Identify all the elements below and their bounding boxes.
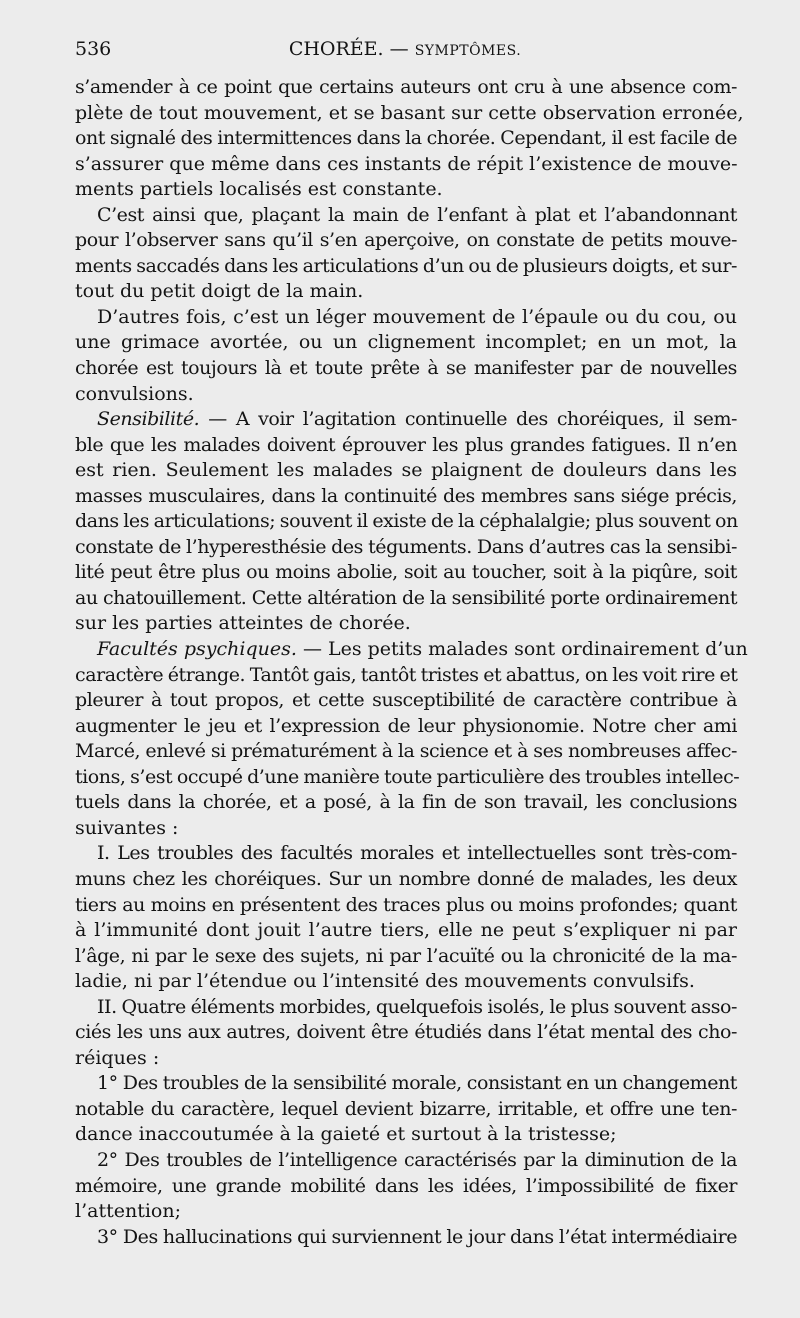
text-line: ont signalé des intermittences dans la chorée. Cependant, il est facile de bbox=[75, 127, 737, 150]
text-line: l’âge, ni par le sexe des sujets, ni par l’acuïté ou la chronicité de la ma- bbox=[75, 944, 737, 967]
text-line: suivantes : bbox=[75, 816, 179, 839]
text-line: 3° Des hallucinations qui surviennent le jour dans l’état intermédiaire bbox=[97, 1225, 737, 1248]
heading-sensibilite: Sensibilité. bbox=[97, 408, 200, 431]
text-line: à l’immunité dont jouit l’autre tiers, elle ne peut s’expliquer ni par bbox=[75, 919, 737, 942]
text-line: dance inaccoutumée à la gaieté et surtout à la tristesse; bbox=[75, 1123, 617, 1146]
running-header bbox=[75, 38, 735, 72]
page-number: 536 bbox=[75, 38, 112, 60]
text-line: chorée est toujours là et toute prête à se manifester par de nouvelles bbox=[75, 357, 737, 380]
paragraph-facultes bbox=[75, 637, 748, 663]
text-line: convulsions. bbox=[75, 382, 194, 405]
text-line: C’est ainsi que, plaçant la main de l’enfant à plat et l’abandonnant bbox=[97, 203, 737, 226]
title-dash: — bbox=[389, 38, 409, 60]
heading-facultes: Facultés psychiques. bbox=[97, 638, 297, 661]
text-line: Marcé, enlevé si prématurément à la science et à ses nombreuses affec- bbox=[75, 740, 737, 763]
text-line: au chatouillement. Cette altération de la sensibilité porte ordinairement bbox=[75, 586, 737, 609]
text-line: dans les articulations; souvent il existe de la céphalalgie; plus souvent on bbox=[75, 510, 738, 533]
text-line: D’autres fois, c’est un léger mouvement de l’épaule ou du cou, ou bbox=[97, 305, 737, 328]
text-line: 1° Des troubles de la sensibilité morale, consistant en un changement bbox=[97, 1072, 737, 1095]
text-line: II. Quatre éléments morbides, quelquefois isolés, le plus souvent asso- bbox=[97, 995, 737, 1018]
text-line: mémoire, une grande mobilité dans les idées, l’impossibilité de fixer bbox=[75, 1174, 737, 1197]
text-line: caractère étrange. Tantôt gais, tantôt tristes et abattus, on les voit rire et bbox=[75, 663, 738, 686]
text-line: ments saccadés dans les articulations d’un ou de plusieurs doigts, et sur- bbox=[75, 254, 737, 277]
text-line: masses musculaires, dans la continuité des membres sans siége précis, bbox=[75, 484, 737, 507]
text-line: plète de tout mouvement, et se basant sur cette observation erronée, bbox=[75, 101, 744, 124]
text-line: tuels dans la chorée, et a posé, à la fin de son travail, les conclusions bbox=[75, 791, 737, 814]
text-line: ladie, ni par l’étendue ou l’intensité des mouvements convulsifs. bbox=[75, 970, 695, 993]
text-line: lité peut être plus ou moins abolie, soit au toucher, soit à la piqûre, soit bbox=[75, 561, 737, 584]
text-line: est rien. Seulement les malades se plaignent de douleurs dans les bbox=[75, 459, 737, 482]
text-line: notable du caractère, lequel devient bizarre, irritable, et offre une ten- bbox=[75, 1097, 737, 1120]
text-line: muns chez les choréiques. Sur un nombre donné de malades, les deux bbox=[75, 867, 737, 890]
text-line: pleurer à tout propos, et cette susceptibilité de caractère contribue à bbox=[75, 689, 737, 712]
text-line: sur les parties atteintes de chorée. bbox=[75, 612, 411, 635]
text-line: ciés les uns aux autres, doivent être étudiés dans l’état mental des cho- bbox=[75, 1021, 737, 1044]
text-line: pour l’observer sans qu’il s’en aperçoive, on constate de petits mouve- bbox=[75, 229, 737, 252]
text-line: I. Les troubles des facultés morales et intellectuelles sont très-com- bbox=[97, 842, 737, 865]
text-line: réiques : bbox=[75, 1046, 160, 1069]
text-line: 2° Des troubles de l’intelligence caractérisés par la diminution de la bbox=[97, 1148, 737, 1171]
text-line: — Les petits malades sont ordinairement d’un bbox=[302, 638, 748, 661]
text-line: tions, s’est occupé d’une manière toute particulière des troubles intellec- bbox=[75, 765, 740, 788]
text-line: une grimace avortée, ou un clignement incomplet; en un mot, la bbox=[75, 331, 737, 354]
text-line: — A voir l’agitation continuelle des choréiques, il sem- bbox=[208, 408, 737, 431]
running-title bbox=[75, 38, 735, 60]
text-line: tiers au moins en présentent des traces plus ou moins profondes; quant bbox=[75, 893, 737, 916]
page-body bbox=[75, 75, 748, 1250]
chapter-title: CHORÉE. bbox=[288, 38, 384, 60]
text-line: s’assurer que même dans ces instants de répit l’existence de mouve- bbox=[75, 152, 738, 175]
text-line: ments partiels localisés est constante. bbox=[75, 178, 443, 201]
text-line: s’amender à ce point que certains auteurs ont cru à une absence com- bbox=[75, 76, 737, 98]
paragraph-sensibilite bbox=[75, 407, 737, 433]
text-line: augmenter le jeu et l’expression de leur physionomie. Notre cher ami bbox=[75, 714, 737, 737]
section-title: SYMPTÔMES. bbox=[414, 43, 522, 59]
text-line: constate de l’hyperesthésie des téguments. Dans d’autres cas la sensibi- bbox=[75, 535, 737, 558]
text-line: l’attention; bbox=[75, 1200, 181, 1223]
text-line: ble que les malades doivent éprouver les plus grandes fatigues. Il n’en bbox=[75, 433, 737, 456]
text-line: tout du petit doigt de la main. bbox=[75, 280, 364, 303]
